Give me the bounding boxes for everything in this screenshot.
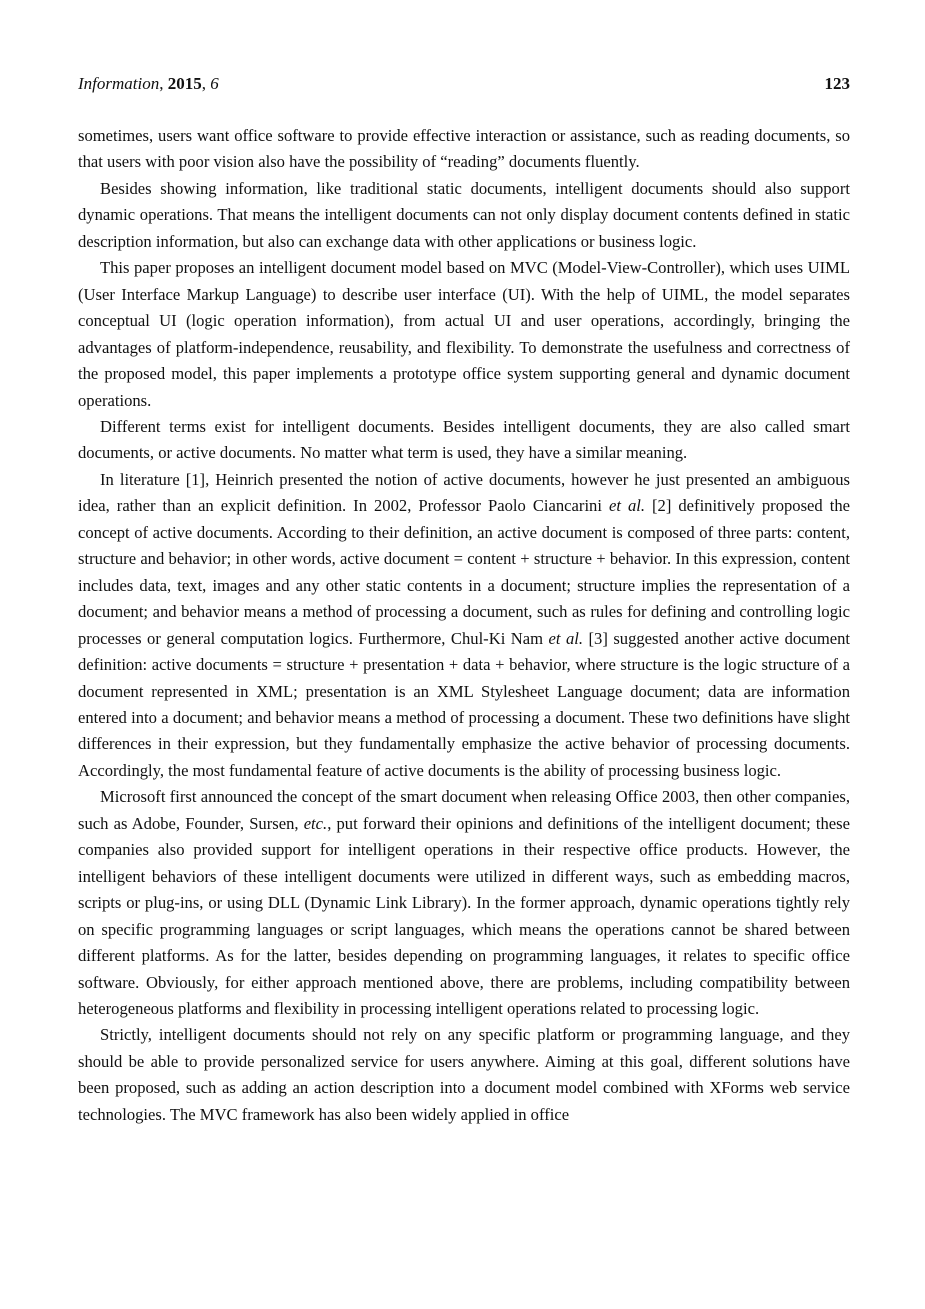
header-separator: , [159,74,168,93]
paragraph-3: This paper proposes an intelligent document model based on MVC (Model-View-Controller), which uses UIML (User Interface Markup Language) to describe user interface (UI). With the help of UIML, the model separates conceptual UI (logic operation information), from actual UI and user operations, accordingly, bringing the advantages of platform-independence, reusability, and flexibility. To demonstrate the usefulness and correctness of the proposed model, this paper implements a prototype office system supporting general and dynamic document operations. [78,258,850,410]
paragraph-1: sometimes, users want office software to provide effective interaction or assistance, such as reading documents, so that users with poor vision also have the possibility of “reading” documents fluently. [78,126,850,172]
page-number: 123 [824,74,850,93]
paragraph-6 [78,784,850,1022]
paragraph-5-part-1: In literature [1], Heinrich presented the notion of active documents, however he just presented an ambiguous idea, rather than an explicit definition. In 2002, Professor Paolo Ciancarini [78,469,850,516]
paragraph-5-part-2: [2] definitively proposed the concept of active documents. According to their definition, an active document is composed of three parts: content, structure and behavior; in other words, active document = content + structure + behavior. In this expression, content includes data, text, images and any other static contents in a document; structure implies the representation of a document; and behavior means a method of processing a document, such as rules for defining and controlling logic processes or general computation logics. Furthermore, Chul-Ki Nam [78,496,850,648]
et-al-citation: et al. [608,496,646,516]
paragraph-2: Besides showing information, like traditional static documents, intelligent documents should also support dynamic operations. That means the intelligent documents can not only display document contents defined in static description information, but also can exchange data with other applications or business logic. [78,178,850,251]
paragraph-4: Different terms exist for intelligent documents. Besides intelligent documents, they are also called smart documents, or active documents. No matter what term is used, they have a similar meaning. [78,416,850,463]
paragraph-6-part-1: Microsoft first announced the concept of the smart document when releasing Office 2003, then other companies, such as Adobe, Founder, Sursen, [78,787,850,833]
etc-abbreviation: etc. [303,813,328,833]
paragraph-7: Strictly, intelligent documents should not rely on any specific platform or programming language, and they should be able to provide personalized service for users anywhere. Aiming at this goal, different solutions have been proposed, such as adding an action description into a document model combined with XForms web service technologies. The MVC framework has also been widely applied in office [78,1025,850,1124]
journal-name: Information [78,74,160,93]
running-header [78,72,850,96]
journal-year: 2015 [167,74,202,93]
et-al-citation: et al. [548,628,584,648]
header-separator: , [201,74,211,93]
body-text [78,123,850,1128]
journal-volume: 6 [210,74,219,93]
paragraph-5-part-3: [3] suggested another active document definition: active documents = structure + presentation + data + behavior, where structure is the logic structure of a document represented in XML; presentation is an XML Stylesheet Language document; data are information entered into a document; and behavior means a method of processing a document. These two definitions have slight differences in their expression, but they fundamentally emphasize the active behavior of processing documents. Accordingly, the most fundamental feature of active documents is the ability of processing business logic. [78,628,850,780]
paragraph-5 [78,467,850,784]
paragraph-6-part-2: , put forward their opinions and definitions of the intelligent document; these companies also provided support for intelligent operations in their respective office products. However, the intelligent behaviors of these intelligent documents were utilized in different ways, such as embedding macros, scripts or plug-ins, or using DLL (Dynamic Link Library). In the former approach, dynamic operations tightly rely on specific programming languages or script languages, which means the operations cannot be shared between different platforms. As for the latter, besides depending on programming languages, it relates to specific office software. Obviously, for either approach mentioned above, there are problems, including compatibility between heterogeneous platforms and flexibility in processing intelligent operations related to processing logic. [78,813,850,1018]
